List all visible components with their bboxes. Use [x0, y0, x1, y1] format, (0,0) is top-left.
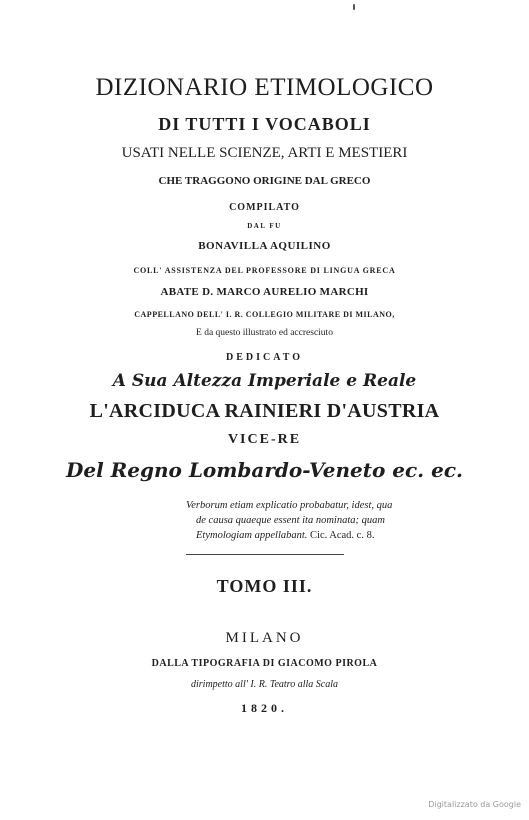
imprint-address: dirimpetto all' I. R. Teatro alla Scala — [191, 679, 338, 690]
subtitle-line-2: USATI NELLE SCIENZE, ARTI E MESTIERI — [121, 145, 408, 161]
imprint-printer: DALLA TIPOGRAFIA DI GIACOMO PIROLA — [151, 658, 378, 669]
author-name: BONAVILLA AQUILINO — [198, 240, 331, 252]
dedicatee-title: VICE-RE — [227, 432, 302, 447]
epigraph-line-3 — [196, 530, 466, 541]
subtitle-line-3: CHE TRAGGONO ORIGINE DAL GRECO — [158, 175, 371, 187]
dal-fu-label: DAL FU — [247, 222, 282, 230]
imprint-year: 1820. — [241, 701, 288, 715]
subtitle-line-1: DI TUTTI I VOCABOLI — [158, 114, 371, 134]
book-title: DIZIONARIO ETIMOLOGICO — [95, 74, 434, 101]
epigraph-line-3-text: Etymologiam appellabant. — [196, 530, 308, 541]
editor-title: CAPPELLANO DELL' I. R. COLLEGIO MILITARE DI MILANO, — [134, 310, 395, 319]
dedicatee-name: L'ARCIDUCA RAINIERI D'AUSTRIA — [89, 400, 440, 422]
google-watermark: Digitalizzato da Google — [428, 800, 521, 809]
divider-rule — [186, 554, 344, 555]
imprint-city: MILANO — [225, 630, 304, 646]
dedication-highness: A Sua Altezza Imperiale e Reale — [112, 371, 417, 391]
dedicatee-realm: Del Regno Lombardo-Veneto ec. ec. — [66, 458, 463, 482]
compilato-label: COMPILATO — [229, 202, 300, 213]
epigraph-line-2: de causa quaeque essent ita nominata; quam — [196, 515, 385, 526]
dedication-label: DEDICATO — [226, 352, 303, 363]
illustrated-line: E da questo illustrato ed accresciuto — [196, 328, 333, 338]
epigraph-line-1: Verborum etiam explicatio probabatur, idest, qua — [186, 500, 393, 511]
assistance-line: COLL' ASSISTENZA DEL PROFESSORE DI LINGUA GRECA — [133, 266, 396, 275]
volume-number: TOMO III. — [216, 576, 313, 596]
epigraph-source: Cic. Acad. c. 8. — [310, 530, 375, 541]
scan-mark — [353, 4, 355, 10]
editor-name: ABATE D. MARCO AURELIO MARCHI — [160, 286, 369, 298]
